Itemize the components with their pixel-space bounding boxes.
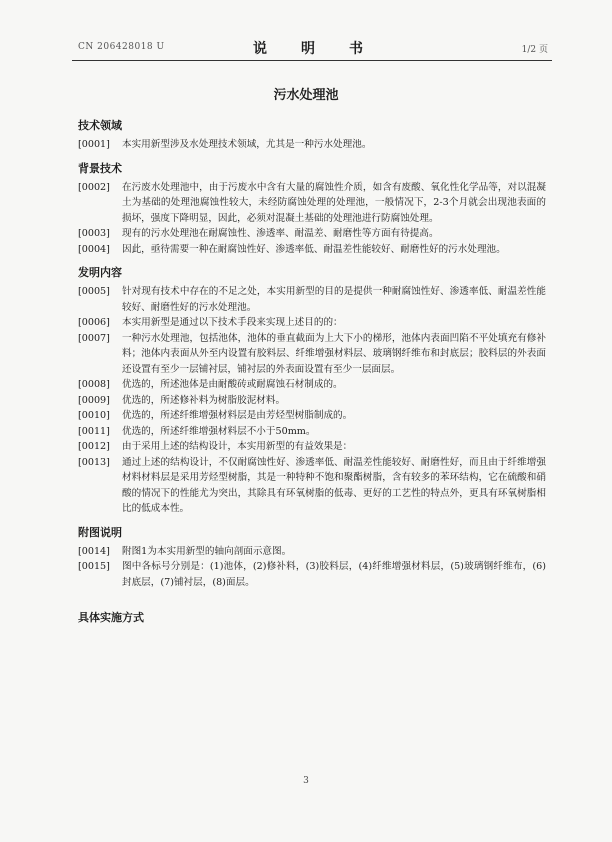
header-title: 说 明 书	[253, 41, 373, 57]
paragraph-number: [0014]	[78, 545, 110, 557]
section-title: 发明内容	[78, 266, 122, 279]
paragraph-number: [0009]	[78, 394, 110, 406]
paragraph	[78, 393, 546, 409]
publication-number: CN 206428018 U	[78, 42, 165, 52]
paragraph-text: 在污废水处理池中，由于污废水中含有大量的腐蚀性介质，如含有废酸、氧化性化学品等，对以混凝土为基础的处理池腐蚀性较大，未经防腐蚀处理的处理池，一般情况下，2-3个月就会出现池表面的损坏，强度下降明显，因此，必须对混凝土基础的处理池进行防腐蚀处理。	[122, 181, 546, 224]
paragraph-number: [0010]	[78, 410, 110, 421]
section-title: 技术领域	[78, 119, 122, 132]
paragraph	[78, 226, 546, 242]
paragraph-text: 优选的，所述纤维增强材料层不小于50mm。	[122, 425, 316, 437]
section-title: 具体实施方式	[78, 611, 144, 624]
paragraph-number: [0015]	[78, 561, 110, 572]
paragraph	[78, 559, 546, 590]
paragraph	[78, 544, 546, 560]
paragraph-text: 本实用新型是通过以下技术手段来实现上述目的的：	[122, 317, 343, 328]
section	[78, 525, 546, 591]
paragraph	[78, 439, 546, 455]
paragraph-number: [0012]	[78, 441, 110, 452]
paragraph-number: [0001]	[78, 139, 110, 150]
paragraph-text: 优选的，所述修补料为树脂胶泥材料。	[122, 394, 286, 406]
paragraph-text: 本实用新型涉及水处理技术领域，尤其是一种污水处理池。	[122, 139, 372, 150]
paragraph	[78, 242, 546, 258]
paragraph-number: [0007]	[78, 332, 110, 344]
document-title: 污水处理池	[273, 88, 339, 103]
paragraph-text: 优选的，所述纤维增强材料层是由芳烃型树脂制成的。	[122, 410, 353, 421]
paragraph	[78, 315, 546, 331]
paragraph	[78, 137, 546, 153]
section	[78, 161, 546, 258]
page-header	[78, 38, 548, 58]
paragraph-text: 附图1为本实用新型的轴向剖面示意图。	[122, 545, 292, 557]
paragraph-text: 一种污水处理池，包括池体，池体的垂直截面为上大下小的梯形，池体内表面凹陷不平处填充有修补料；池体内表面从外至内设置有胶料层、纤维增强材料层、玻璃钢纤维布和封底层；胶料层的外表面还设置有至少一层铺衬层，铺衬层的外表面设置有至少一层面层。	[122, 332, 546, 375]
paragraph	[78, 331, 546, 378]
paragraph-number: [0004]	[78, 243, 110, 255]
page-info: 1/2 页	[521, 45, 548, 55]
paragraph-text: 图中各标号分别是：(1)池体，(2)修补料，(3)胶料层，(4)纤维增强材料层，(5)玻璃钢纤维布，(6)封底层，(7)铺衬层，(8)面层。	[122, 561, 546, 588]
paragraph	[78, 408, 546, 424]
section	[78, 118, 546, 153]
paragraph-number: [0002]	[78, 181, 110, 193]
page-number: 3	[303, 776, 309, 786]
header-rule	[72, 60, 552, 61]
paragraph-text: 通过上述的结构设计，不仅耐腐蚀性好、渗透率低、耐温差性能较好、耐磨性好，而且由于纤维增强材料材料层是采用芳烃型树脂，其是一种特种不饱和聚酯树脂，含有较多的苯环结构，它在硫酸和硝酸的情况下的性能尤为突出，其除具有环氧树脂的低毒、更好的工艺性的特点外，更具有环氧树脂相比的低成本性。	[122, 456, 546, 514]
section	[78, 610, 546, 626]
paragraph-number: [0003]	[78, 228, 110, 239]
paragraph-text: 现有的污水处理池在耐腐蚀性、渗透率、耐温差、耐磨性等方面有待提高。	[122, 228, 439, 239]
section-title: 背景技术	[78, 161, 122, 175]
section-title: 附图说明	[78, 525, 122, 539]
paragraph-text: 优选的，所述池体是由耐酸砖或耐腐蚀石材制成的。	[122, 379, 343, 390]
paragraph	[78, 180, 546, 227]
section	[78, 265, 546, 517]
paragraph-number: [0011]	[78, 425, 110, 437]
paragraph-text: 针对现有技术中存在的不足之处，本实用新型的目的是提供一种耐腐蚀性好、渗透率低、耐温差性能较好、耐磨性好的污水处理池。	[122, 286, 546, 313]
paragraph-number: [0005]	[78, 286, 110, 297]
paragraph-text: 因此，亟待需要一种在耐腐蚀性好、渗透率低、耐温差性能较好、耐磨性好的污水处理池。	[122, 243, 506, 255]
paragraph-number: [0006]	[78, 317, 110, 328]
document-body	[78, 110, 546, 629]
paragraph-text: 由于采用上述的结构设计，本实用新型的有益效果是：	[122, 441, 353, 452]
paragraph-number: [0008]	[78, 379, 110, 390]
paragraph	[78, 377, 546, 393]
paragraph	[78, 284, 546, 315]
paragraph	[78, 424, 546, 440]
paragraph	[78, 455, 546, 517]
paragraph-number: [0013]	[78, 456, 110, 468]
